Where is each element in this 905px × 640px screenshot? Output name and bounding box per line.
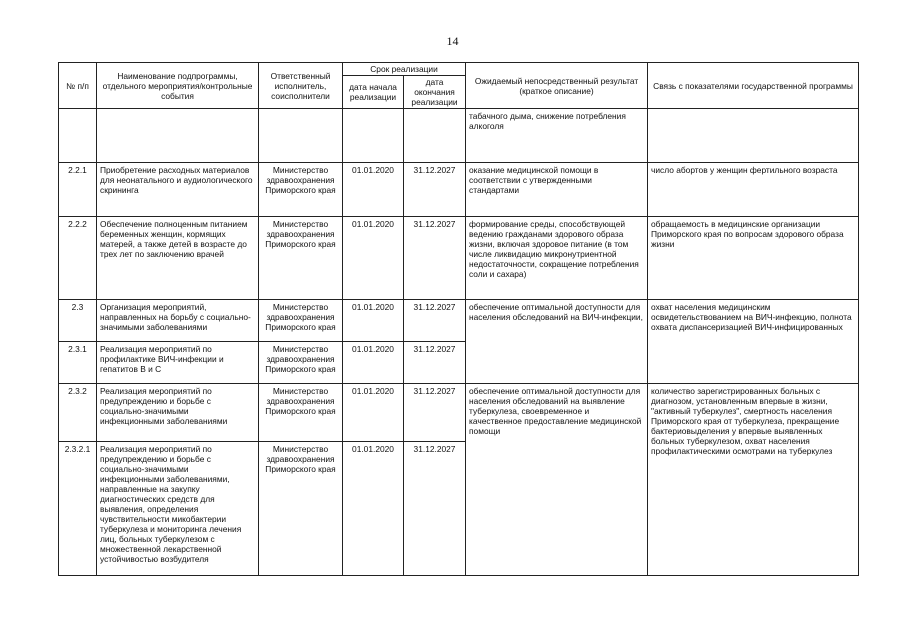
row-end: 31.12.2027 xyxy=(404,442,466,576)
row-end: 31.12.2027 xyxy=(404,163,466,217)
row-link: охват населения медицинским освидетельствованием на ВИЧ-инфекцию, полнота охвата диспансеризацией ВИЧ-инфицированных xyxy=(648,300,859,384)
row-name: Реализация мероприятий по профилактике ВИЧ-инфекции и гепатитов В и С xyxy=(97,342,259,384)
header-name: Наименование подпрограммы, отдельного мероприятия/контрольные события xyxy=(97,63,259,109)
row-name: Реализация мероприятий по предупреждению и борьбе с социально-значимыми инфекционными заболеваниями xyxy=(97,384,259,442)
row-start: 01.01.2020 xyxy=(343,217,404,300)
row-num: 2.3.2 xyxy=(59,384,97,442)
row-responsible: Министерство здравоохранения Приморского края xyxy=(259,300,343,342)
table-row xyxy=(59,109,859,163)
row-name xyxy=(97,109,259,163)
row-name: Реализация мероприятий по предупреждению и борьбе с социально-значимыми инфекционными заболеваниями, направленные на закупку диагностических средств для выявления, определения чувствительности микобактерии туберкулеза и мониторинга лечения лиц, больных туберкулезом с множественной лекарственной устойчивостью возбудителя xyxy=(97,442,259,576)
row-link: обращаемость в медицинские организации Приморского края по вопросам здорового образа жизни xyxy=(648,217,859,300)
row-start xyxy=(343,109,404,163)
row-num: 2.3 xyxy=(59,300,97,342)
row-end xyxy=(404,109,466,163)
page-number: 14 xyxy=(446,34,459,48)
row-name: Организация мероприятий, направленных на борьбу с социально-значимыми заболеваниями xyxy=(97,300,259,342)
row-end: 31.12.2027 xyxy=(404,342,466,384)
row-num: 2.3.1 xyxy=(59,342,97,384)
row-start: 01.01.2020 xyxy=(343,442,404,576)
table-row xyxy=(59,217,859,300)
row-end: 31.12.2027 xyxy=(404,384,466,442)
row-num: 2.2.2 xyxy=(59,217,97,300)
row-result: табачного дыма, снижение потребления алкоголя xyxy=(466,109,648,163)
table-row xyxy=(59,300,859,342)
row-start: 01.01.2020 xyxy=(343,163,404,217)
header-link: Связь с показателями государственной программы xyxy=(648,63,859,109)
row-start: 01.01.2020 xyxy=(343,384,404,442)
header-term: Срок реализации xyxy=(343,63,466,76)
program-table xyxy=(58,62,859,576)
table-row xyxy=(59,384,859,442)
row-result: оказание медицинской помощи в соответствии с утвержденными стандартами xyxy=(466,163,648,217)
row-start: 01.01.2020 xyxy=(343,342,404,384)
row-responsible: Министерство здравоохранения Приморского края xyxy=(259,163,343,217)
row-name: Приобретение расходных материалов для неонатального и аудиологического скрининга xyxy=(97,163,259,217)
row-name: Обеспечение полноценным питанием беременных женщин, кормящих матерей, а также детей в возрасте до трех лет по заключению врачей xyxy=(97,217,259,300)
header-responsible: Ответственный исполнитель, соисполнители xyxy=(259,63,343,109)
table-row xyxy=(59,163,859,217)
row-result: обеспечение оптимальной доступности для населения обследований на выявление туберкулеза, своевременное и качественное предоставление медицинской помощи xyxy=(466,384,648,576)
row-link xyxy=(648,109,859,163)
row-num: 2.3.2.1 xyxy=(59,442,97,576)
header-start-date: дата начала реализации xyxy=(343,76,404,109)
row-responsible: Министерство здравоохранения Приморского края xyxy=(259,217,343,300)
row-responsible: Министерство здравоохранения Приморского края xyxy=(259,384,343,442)
row-link: количество зарегистрированных больных с диагнозом, установленным впервые в жизни, "активный туберкулез", смертность населения Приморского края от туберкулеза, прекращение бактериовыделения у впервые выявленных больных туберкулезом, охват населения профилактическими осмотрами на туберкулез xyxy=(648,384,859,576)
row-responsible: Министерство здравоохранения Приморского края xyxy=(259,442,343,576)
row-result: обеспечение оптимальной доступности для населения обследований на ВИЧ-инфекции, xyxy=(466,300,648,384)
row-num xyxy=(59,109,97,163)
row-responsible xyxy=(259,109,343,163)
row-link: число абортов у женщин фертильного возраста xyxy=(648,163,859,217)
row-end: 31.12.2027 xyxy=(404,217,466,300)
row-end: 31.12.2027 xyxy=(404,300,466,342)
header-result: Ожидаемый непосредственный результат (краткое описание) xyxy=(466,63,648,109)
row-start: 01.01.2020 xyxy=(343,300,404,342)
header-num: № п/п xyxy=(59,63,97,109)
row-responsible: Министерство здравоохранения Приморского края xyxy=(259,342,343,384)
row-num: 2.2.1 xyxy=(59,163,97,217)
header-end-date: дата окончания реализации xyxy=(404,76,466,109)
row-result: формирование среды, способствующей ведению гражданами здорового образа жизни, включая здоровое питание (в том числе ликвидацию микронутриентной недостаточности, сокращение потребления соли и сахара) xyxy=(466,217,648,300)
